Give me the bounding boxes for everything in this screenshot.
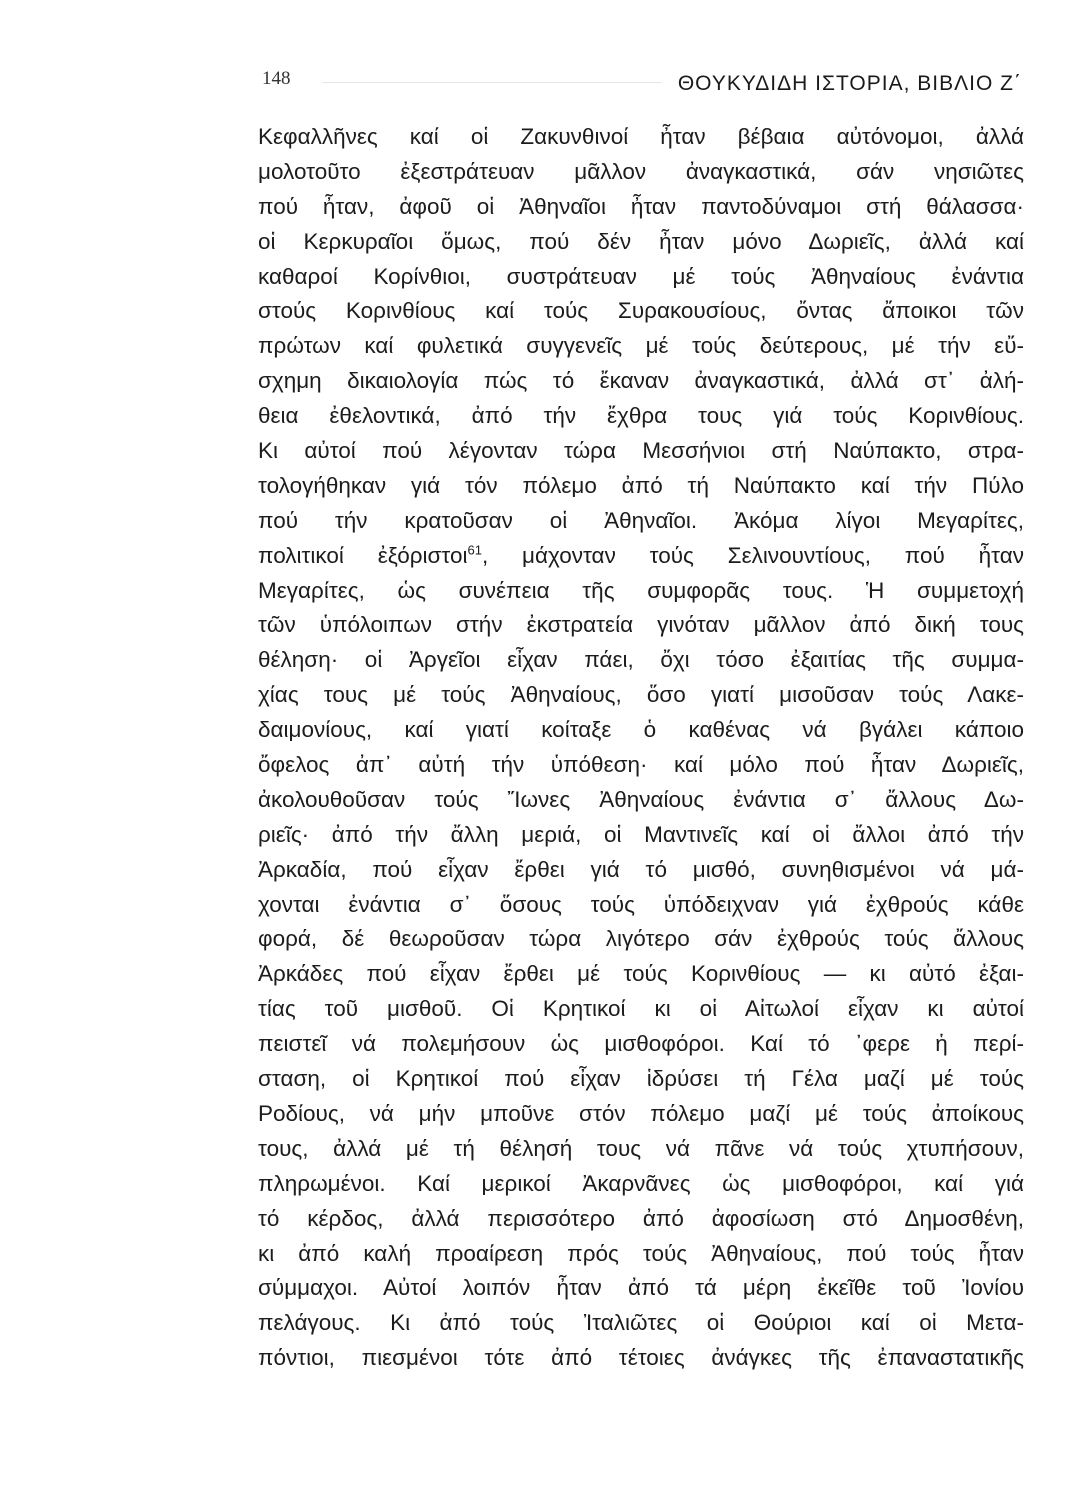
text-line: τίας τοῦ μισθοῦ. Οἱ Κρητικοί κι οἱ Αἰτωλοί εἶχαν κι αὐτοί — [258, 996, 1024, 1022]
text-line: τῶν ὑπόλοιπων στήν ἐκστρατεία γινόταν μᾶλλον ἀπό δική τους — [258, 612, 1024, 638]
text-line: Κεφαλλῆνες καί οἱ Ζακυνθινοί ἦταν βέβαια αὐτόνομοι, ἀλλά — [258, 124, 1024, 149]
text-line: πελάγους. Κι ἀπό τούς Ἰταλιῶτες οἱ Θούριοι καί οἱ Μετα- — [258, 1310, 1024, 1336]
text-line: μολοτοῦτο ἐξεστράτευαν μᾶλλον ἀναγκαστικά, σάν νησιῶτες — [258, 158, 1024, 184]
text-line: πειστεῖ νά πολεμήσουν ὡς μισθοφόροι. Καί τό ᾿φερε ἡ περί- — [258, 1031, 1024, 1057]
text-line: πρώτων καί φυλετικά συγγενεῖς μέ τούς δεύτερους, μέ τήν εὔ- — [258, 333, 1024, 359]
text-line: τολογήθηκαν γιά τόν πόλεμο ἀπό τή Ναύπακτο καί τήν Πύλο — [258, 472, 1024, 498]
text-line: τό κέρδος, ἀλλά περισσότερο ἀπό ἀφοσίωση στό Δημοσθένη, — [258, 1205, 1024, 1231]
text-line: πληρωμένοι. Καί μερικοί Ἀκαρνᾶνες ὡς μισθοφόροι, καί γιά — [258, 1170, 1024, 1196]
text-line: στούς Κορινθίους καί τούς Συρακουσίους, ὄντας ἄποικοι τῶν — [258, 298, 1024, 324]
text-line-part: , μάχονταν τούς Σελινουντίους, πού ἦταν — [481, 542, 1024, 568]
text-line: κι ἀπό καλή προαίρεση πρός τούς Ἀθηναίους, πού τούς ἦταν — [258, 1240, 1024, 1266]
text-line: σχημη δικαιολογία πώς τό ἔκαναν ἀναγκαστικά, ἀλλά στ᾿ ἀλή- — [258, 368, 1024, 394]
text-line: πόντιοι, πιεσμένοι τότε ἀπό τέτοιες ἀνάγκες τῆς ἐπαναστατικῆς — [258, 1345, 1024, 1371]
text-line: χονται ἐνάντια σ᾿ ὅσους τούς ὑπόδειχναν γιά ἐχθρούς κάθε — [258, 891, 1024, 917]
text-line: πού ἦταν, ἀφοῦ οἱ Ἀθηναῖοι ἦταν παντοδύναμοι στή θάλασσα· — [258, 193, 1024, 219]
text-line: τους, ἀλλά μέ τή θέλησή τους νά πᾶνε νά τούς χτυπήσουν, — [258, 1135, 1024, 1161]
header-rule — [322, 82, 662, 83]
text-line: ριεῖς· ἀπό τήν ἄλλη μεριά, οἱ Μαντινεῖς καί οἱ ἄλλοι ἀπό τήν — [258, 821, 1024, 847]
text-line: Κι αὐτοί πού λέγονταν τώρα Μεσσήνιοι στή Ναύπακτο, στρα- — [258, 438, 1024, 464]
text-line: Ἀρκάδες πού εἶχαν ἔρθει μέ τούς Κορινθίους — κι αὐτό ἐξαι- — [258, 961, 1024, 987]
text-line: καθαροί Κορίνθιοι, συστράτευαν μέ τούς Ἀθηναίους ἐνάντια — [258, 263, 1024, 289]
text-line: οἱ Κερκυραῖοι ὅμως, πού δέν ἦταν μόνο Δωριεῖς, ἀλλά καί — [258, 228, 1024, 254]
body-text — [258, 120, 1024, 1376]
text-line: Ροδίους, νά μήν μποῦνε στόν πόλεμο μαζί μέ τούς ἀποίκους — [258, 1100, 1024, 1126]
text-line: φορά, δέ θεωροῦσαν τώρα λιγότερο σάν ἐχθρούς τούς ἄλλους — [258, 926, 1024, 952]
page-header — [262, 64, 1022, 104]
text-line: χίας τους μέ τούς Ἀθηναίους, ὅσο γιατί μισοῦσαν τούς Λακε- — [258, 682, 1024, 708]
footnote-ref: 61 — [467, 542, 482, 558]
running-title: ΘΟΥΚΥΔΙΔΗ ΙΣΤΟΡΙΑ, ΒΙΒΛΙΟ Ζ΄ — [677, 72, 1022, 95]
text-line: θεια ἐθελοντικά, ἀπό τήν ἔχθρα τους γιά τούς Κορινθίους. — [258, 403, 1024, 429]
page-number: 148 — [262, 68, 291, 89]
text-line: ἀκολουθοῦσαν τούς Ἴωνες Ἀθηναίους ἐνάντια σ᾿ ἄλλους Δω- — [258, 786, 1024, 812]
text-line-part: πολιτικοί ἐξόριστοι — [258, 542, 468, 568]
text-line-with-footnote — [258, 539, 1024, 574]
text-line: Μεγαρίτες, ὡς συνέπεια τῆς συμφορᾶς τους. Ἡ συμμετοχή — [258, 577, 1024, 603]
text-line: πού τήν κρατοῦσαν οἱ Ἀθηναῖοι. Ἀκόμα λίγοι Μεγαρίτες, — [258, 507, 1024, 533]
text-line: Ἀρκαδία, πού εἶχαν ἔρθει γιά τό μισθό, συνηθισμένοι νά μά- — [258, 856, 1024, 882]
text-line: σύμμαχοι. Αὐτοί λοιπόν ἦταν ἀπό τά μέρη ἐκεῖθε τοῦ Ἰονίου — [258, 1275, 1024, 1301]
text-line: θέληση· οἱ Ἀργεῖοι εἶχαν πάει, ὄχι τόσο ἐξαιτίας τῆς συμμα- — [258, 647, 1024, 673]
text-line: ὄφελος ἀπ᾿ αὐτή τήν ὑπόθεση· καί μόλο πού ἦταν Δωριεῖς, — [258, 752, 1024, 778]
text-line: σταση, οἱ Κρητικοί πού εἶχαν ἱδρύσει τή Γέλα μαζί μέ τούς — [258, 1066, 1024, 1092]
text-line: δαιμονίους, καί γιατί κοίταξε ὁ καθένας νά βγάλει κάποιο — [258, 717, 1024, 743]
